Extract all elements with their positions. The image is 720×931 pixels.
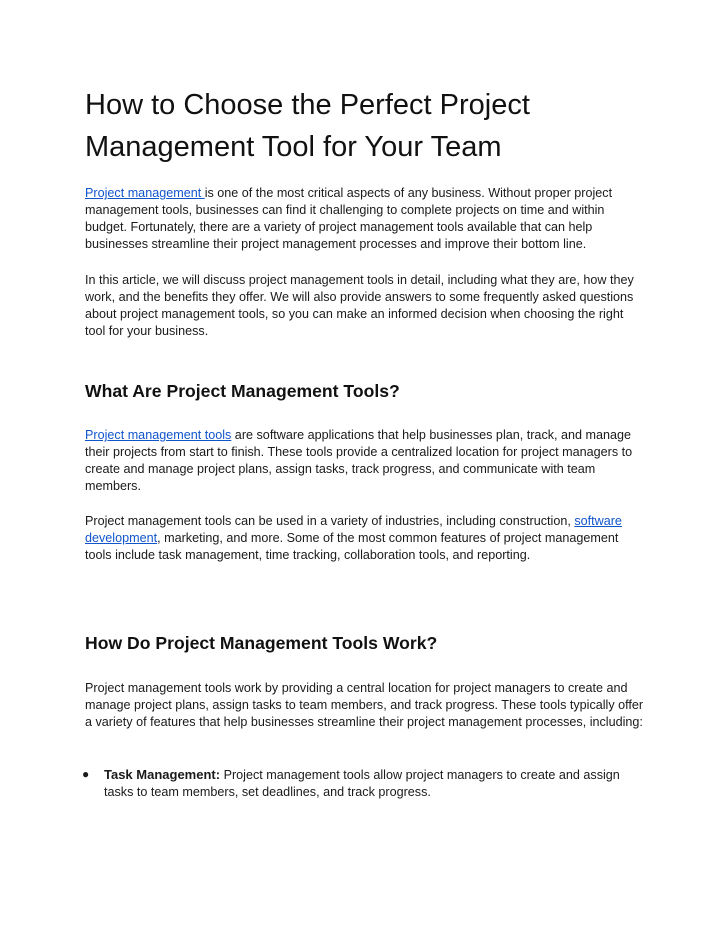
project-management-link[interactable]: Project management [85, 186, 205, 200]
intro-text: is one of the most critical aspects of any business. Without proper project management tools, businesses can find it challenging to complete projects on time and within budget. Fortunately, there are a variety of project management tools available that can help businesses streamline their project management processes and improve their bottom line. [85, 186, 613, 251]
project-management-tools-link[interactable]: Project management tools [85, 428, 232, 442]
list-item [82, 766, 634, 801]
section1-paragraph-1 [85, 427, 645, 495]
intro-paragraph [85, 185, 645, 253]
section1-paragraph-2 [85, 513, 645, 564]
bullet-text: Project management tools allow project managers to create and assign tasks to team members, set deadlines, and track progress. [104, 768, 620, 799]
section1-p2-after: , marketing, and more. Some of the most common features of project management tools include task management, time tracking, collaboration tools, and reporting. [85, 531, 619, 562]
software-development-link[interactable]: software development [85, 514, 622, 545]
intro-paragraph-2: In this article, we will discuss project management tools in detail, including what they are, how they work, and the benefits they offer. We will also provide answers to some frequently asked questions about project management tools, so you can make an informed decision when choosing the right tool for your business. [85, 273, 634, 338]
bullet-icon: ● [82, 767, 90, 781]
section1-p2-before: Project management tools can be used in a variety of industries, including construction, [85, 514, 575, 528]
bullet-term: Task Management: [104, 767, 221, 782]
section-heading-how: How Do Project Management Tools Work? [85, 633, 438, 653]
section-heading-what: What Are Project Management Tools? [85, 381, 400, 401]
section1-p1-text: are software applications that help businesses plan, track, and manage their projects from start to finish. These tools provide a centralized location for project managers to create and manage project plans, assign tasks, track progress, and communicate with team members. [85, 428, 633, 493]
section2-paragraph-1: Project management tools work by providing a central location for project managers to create and manage project plans, assign tasks to team members, and track progress. These tools typically offer a variety of features that help businesses streamline their project management processes, including: [85, 681, 644, 729]
page-title: How to Choose the Perfect Project Management Tool for Your Team [85, 89, 530, 163]
